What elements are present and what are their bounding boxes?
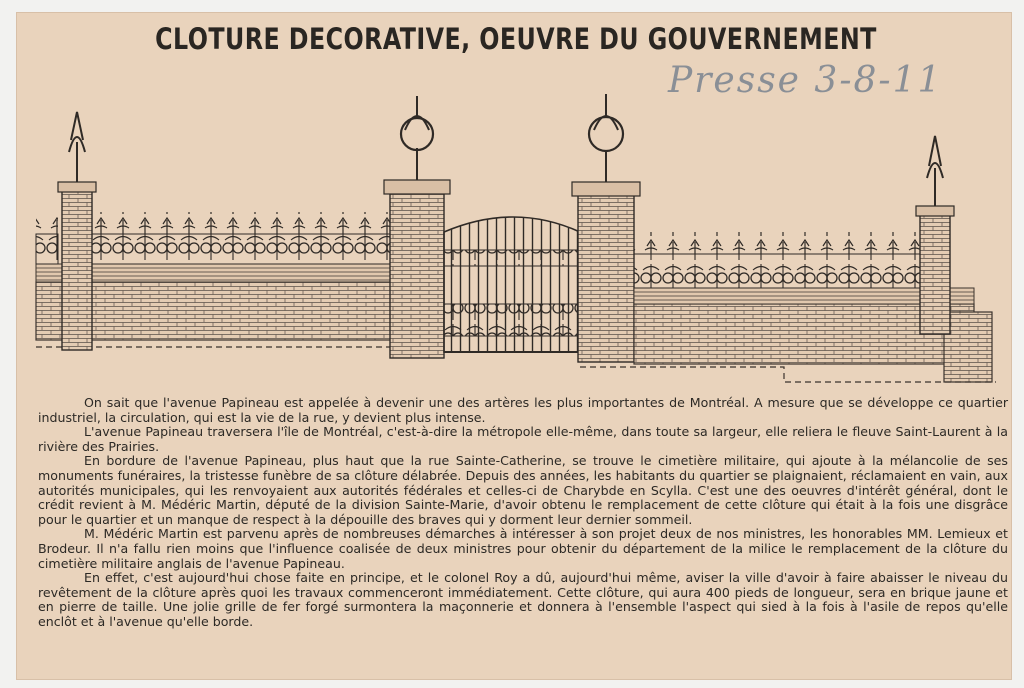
paragraph-2: L'avenue Papineau traversera l'île de Montréal, c'est-à-dire la métropole elle-même, dans toute sa largeur, elle reliera le fleuve Saint-Laurent à la rivière des Prairies. [38,424,1008,454]
paragraph-3: En bordure de l'avenue Papineau, plus haut que la rue Sainte-Catherine, se trouve le cimetière militaire, qui ajoute à la mélancolie de ses monuments funéraires, la tristesse funèbre de sa clôture délabrée. Depuis des années, les habitants du quartier se plaignaient, réclamaient en vain, aux autorités municipales, qui les renvoyaient aux autorités fédérales et celles-ci de Charybde en Scylla. C'est une des oeuvres d'intérêt général, dont le crédit revient à M. Médéric Martin, député de la division Sainte-Marie, d'avoir obtenu le remplacement de cette clôture qui était à la fois une disgrâce pour le quartier et un manque de respect à la dépouille des braves qui y dorment leur dernier sommeil. [38,453,1008,527]
paragraph-1: On sait que l'avenue Papineau est appelée à devenir une des artères les plus importantes de Montréal. A mesure que se développe ce quartier industriel, la circulation, qui est la vie de la rue, y devient plus intense. [38,395,1008,425]
fence-illustration [24,82,1004,402]
handwritten-note: Presse 3-8-11 [668,60,943,101]
article-body [38,396,1008,630]
paragraph-4: M. Médéric Martin est parvenu après de nombreuses démarches à intéresser à son projet deux de nos ministres, les honorables MM. Lemieux et Brodeur. Il n'a fallu rien moins que l'influence coalisée de deux ministres pour obtenir du département de la milice le remplacement de la clôture du cimetière militaire anglais de l'avenue Papineau. [38,526,1008,571]
paragraph-5: En effet, c'est aujourd'hui chose faite en principe, et le colonel Roy a dû, aujourd'hui même, aviser la ville d'avoir à faire abaisser le niveau du revêtement de la clôture après quoi les travaux commenceront immédiatement. Cette clôture, qui aura 400 pieds de longueur, sera en brique jaune et en pierre de taille. Une jolie grille de fer forgé surmontera la maçonnerie et donnera à l'ensemble l'aspect qui sied à la fois à l'asile de repos qu'elle enclôt et à l'avenue qu'elle borde. [38,570,1008,629]
headline: CLOTURE DECORATIVE, OEUVRE DU GOUVERNEMENT [155,22,877,56]
newspaper-clipping [16,12,1012,680]
